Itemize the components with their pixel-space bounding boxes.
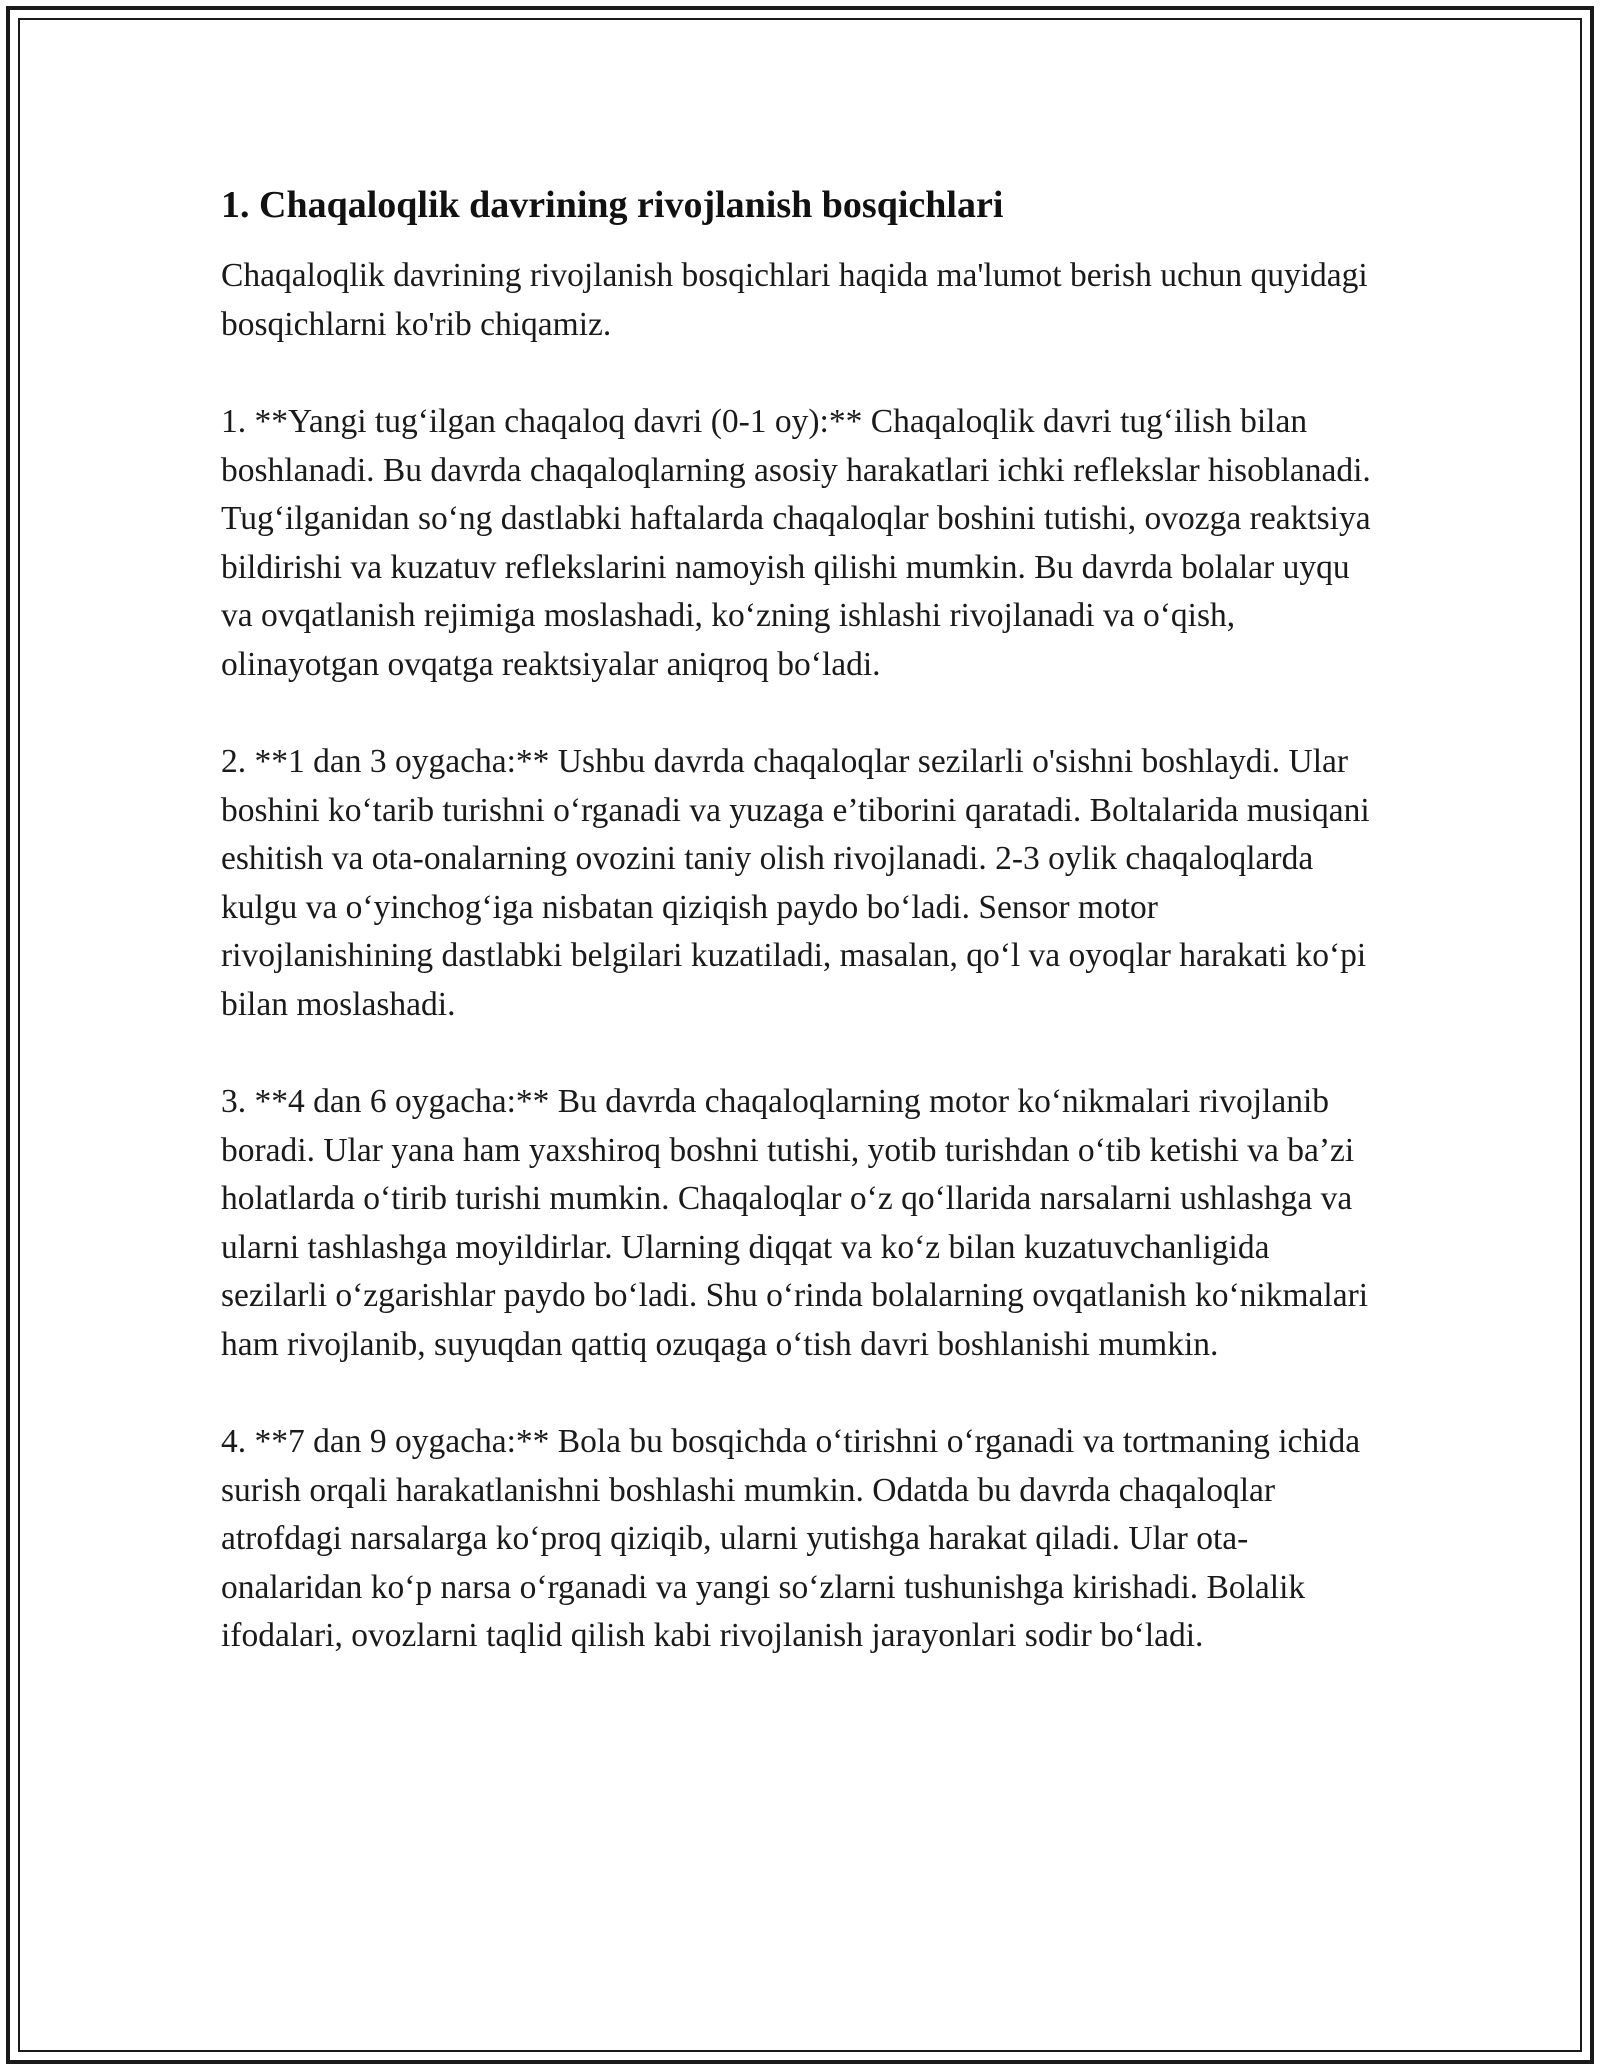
section-paragraph-1: 1. **Yangi tug‘ilgan chaqaloq davri (0-1 oy):** Chaqaloqlik davri tug‘ilish bilan boshlanadi. Bu davrda chaqaloqlarning asosiy harakatlari ichki reflekslar hisoblanadi. Tug‘ilganidan so‘ng dastlabki haftalarda chaqaloqlar boshini tutishi, ovozga reaktsiya bildirishi va kuzatuv reflekslarini namoyish qilishi mumkin. Bu davrda bolalar uyqu va ovqatlanish rejimiga moslashadi, ko‘zning ishlashi rivojlanadi va o‘qish, olinayotgan ovqatga reaktsiyalar aniqroq bo‘ladi.	[221, 403, 1371, 683]
section-paragraph-3: 3. **4 dan 6 oygacha:** Bu davrda chaqaloqlarning motor ko‘nikmalari rivojlanib boradi. Ular yana ham yaxshiroq boshni tutishi, yotib turishdan o‘tib ketishi va ba’zi holatlarda o‘tirib turishi mumkin. Chaqaloqlar o‘z qo‘llarida narsalarni ushlashga va ularni tashlashga moyildirlar. Ularning diqqat va ko‘z bilan kuzatuvchanligida sezilarli o‘zgarishlar paydo bo‘ladi. Shu o‘rinda bolalarning ovqatlanish ko‘nikmalari ham rivojlanib, suyuqdan qattiq ozuqaga o‘tish davri boshlanishi mumkin.	[221, 1083, 1369, 1363]
intro-paragraph: Chaqaloqlik davrining rivojlanish bosqichlari haqida ma'lumot berish uchun quyidagi bosqichlarni ko'rib chiqamiz.	[221, 257, 1368, 343]
document-body	[221, 180, 1371, 1661]
section-paragraph-4: 4. **7 dan 9 oygacha:** Bola bu bosqichda o‘tirishni o‘rganadi va tortmaning ichida surish orqali harakatlanishni boshlashi mumkin. Odatda bu davrda chaqaloqlar atrofdagi narsalarga ko‘proq qiziqib, ularni yutishga harakat qiladi. Ular ota-onalaridan ko‘p narsa o‘rganadi va yangi so‘zlarni tushunishga kirishadi. Bolalik ifodalari, ovozlarni taqlid qilish kabi rivojlanish jarayonlari sodir bo‘ladi.	[221, 1423, 1361, 1654]
document-title: 1. Chaqaloqlik davrining rivojlanish bosqichlari	[221, 184, 1004, 226]
section-paragraph-2: 2. **1 dan 3 oygacha:** Ushbu davrda chaqaloqlar sezilarli o'sishni boshlaydi. Ular boshini ko‘tarib turishni o‘rganadi va yuzaga e’tiborini qaratadi. Boltalarida musiqani eshitish va ota-onalarning ovozini taniy olish rivojlanadi. 2-3 oylik chaqaloqlarda kulgu va o‘yinchog‘iga nisbatan qiziqish paydo bo‘ladi. Sensor motor rivojlanishining dastlabki belgilari kuzatiladi, masalan, qo‘l va oyoqlar harakati ko‘pi bilan moslashadi.	[221, 743, 1370, 1023]
